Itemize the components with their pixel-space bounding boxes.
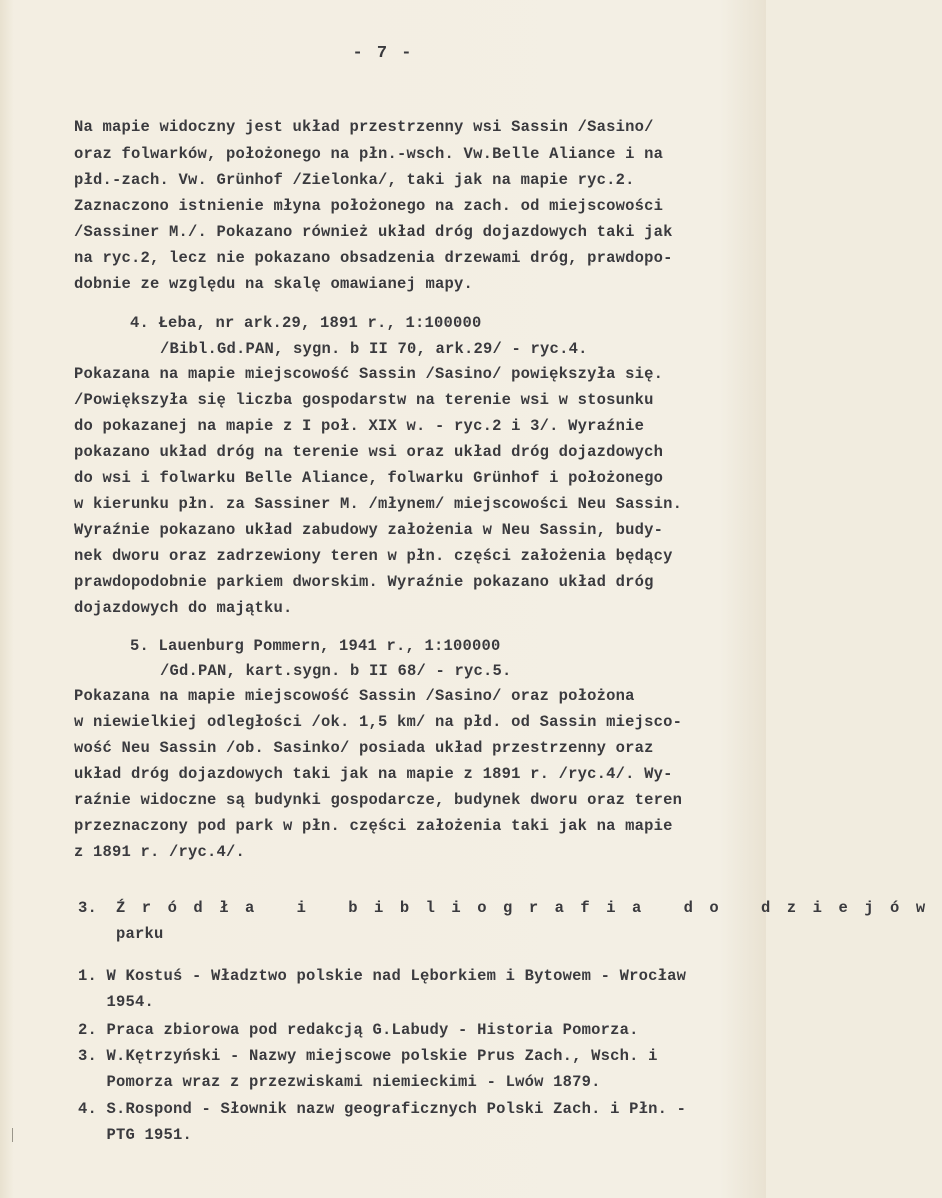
text-line: nek dworu oraz zadrzewiony teren w płn. części założenia będący [74,547,673,565]
text-line: do wsi i folwarku Belle Aliance, folwarku Grünhof i położonego [74,469,664,487]
bibliography-item: 3. W.Kętrzyński - Nazwy miejscowe polskie Prus Zach., Wsch. i [78,1047,658,1065]
section-heading-continued: parku [116,925,164,943]
margin-mark [12,1128,13,1142]
section-number: 3. [78,899,98,917]
section-heading: Źródła i bibliografia do dziejów [116,899,942,917]
item-4-heading: 4. Łeba, nr ark.29, 1891 r., 1:100000 [130,314,482,332]
bibliography-item: 4. S.Rospond - Słownik nazw geograficznych Polski Zach. i Płn. - [78,1100,687,1118]
text-line: do pokazanej na mapie z I poł. XIX w. - ryc.2 i 3/. Wyraźnie [74,417,645,435]
text-line: w niewielkiej odległości /ok. 1,5 km/ na płd. od Sassin miejsco- [74,713,683,731]
text-line: z 1891 r. /ryc.4/. [74,843,246,861]
page-number: - 7 - [352,44,414,63]
text-line: dojazdowych do majątku. [74,599,293,617]
text-line: /Powiększyła się liczba gospodarstw na terenie wsi w stosunku [74,391,654,409]
text-line: wość Neu Sassin /ob. Sasinko/ posiada układ przestrzenny oraz [74,739,654,757]
text-line: płd.-zach. Vw. Grünhof /Zielonka/, taki jak na mapie ryc.2. [74,171,635,189]
text-line: na ryc.2, lecz nie pokazano obsadzenia drzewami dróg, prawdopo- [74,249,673,267]
text-line: przeznaczony pod park w płn. części założenia taki jak na mapie [74,817,673,835]
item-5-heading: 5. Lauenburg Pommern, 1941 r., 1:100000 [130,637,501,655]
text-line: prawdopodobnie parkiem dworskim. Wyraźnie pokazano układ dróg [74,573,654,591]
bibliography-item: 1954. [78,993,155,1011]
text-line: raźnie widoczne są budynki gospodarcze, budynek dworu oraz teren [74,791,683,809]
text-line: w kierunku płn. za Sassiner M. /młynem/ miejscowości Neu Sassin. [74,495,683,513]
text-line: Pokazana na mapie miejscowość Sassin /Sasino/ powiększyła się. [74,365,664,383]
bibliography-item: 1. W Kostuś - Władztwo polskie nad Lęborkiem i Bytowem - Wrocław [78,967,687,985]
bibliography-item: 2. Praca zbiorowa pod redakcją G.Labudy - Historia Pomorza. [78,1021,639,1039]
text-line: pokazano układ dróg na terenie wsi oraz układ dróg dojazdowych [74,443,664,461]
text-line: Wyraźnie pokazano układ zabudowy założenia w Neu Sassin, budy- [74,521,664,539]
bibliography-item: PTG 1951. [78,1126,193,1144]
text-line: oraz folwarków, położonego na płn.-wsch. Vw.Belle Aliance i na [74,145,664,163]
text-line: Na mapie widoczny jest układ przestrzenny wsi Sassin /Sasino/ [74,118,654,136]
text-line: Zaznaczono istnienie młyna położonego na zach. od miejscowości [74,197,664,215]
text-line: Pokazana na mapie miejscowość Sassin /Sasino/ oraz położona [74,687,635,705]
text-line: dobnie ze względu na skalę omawianej mapy. [74,275,474,293]
item-5-source: /Gd.PAN, kart.sygn. b II 68/ - ryc.5. [160,662,512,680]
text-line: /Sassiner M./. Pokazano również układ dróg dojazdowych taki jak [74,223,673,241]
text-line: układ dróg dojazdowych taki jak na mapie z 1891 r. /ryc.4/. Wy- [74,765,673,783]
bibliography-item: Pomorza wraz z przezwiskami niemieckimi - Lwów 1879. [78,1073,601,1091]
item-4-source: /Bibl.Gd.PAN, sygn. b II 70, ark.29/ - ryc.4. [160,340,588,358]
